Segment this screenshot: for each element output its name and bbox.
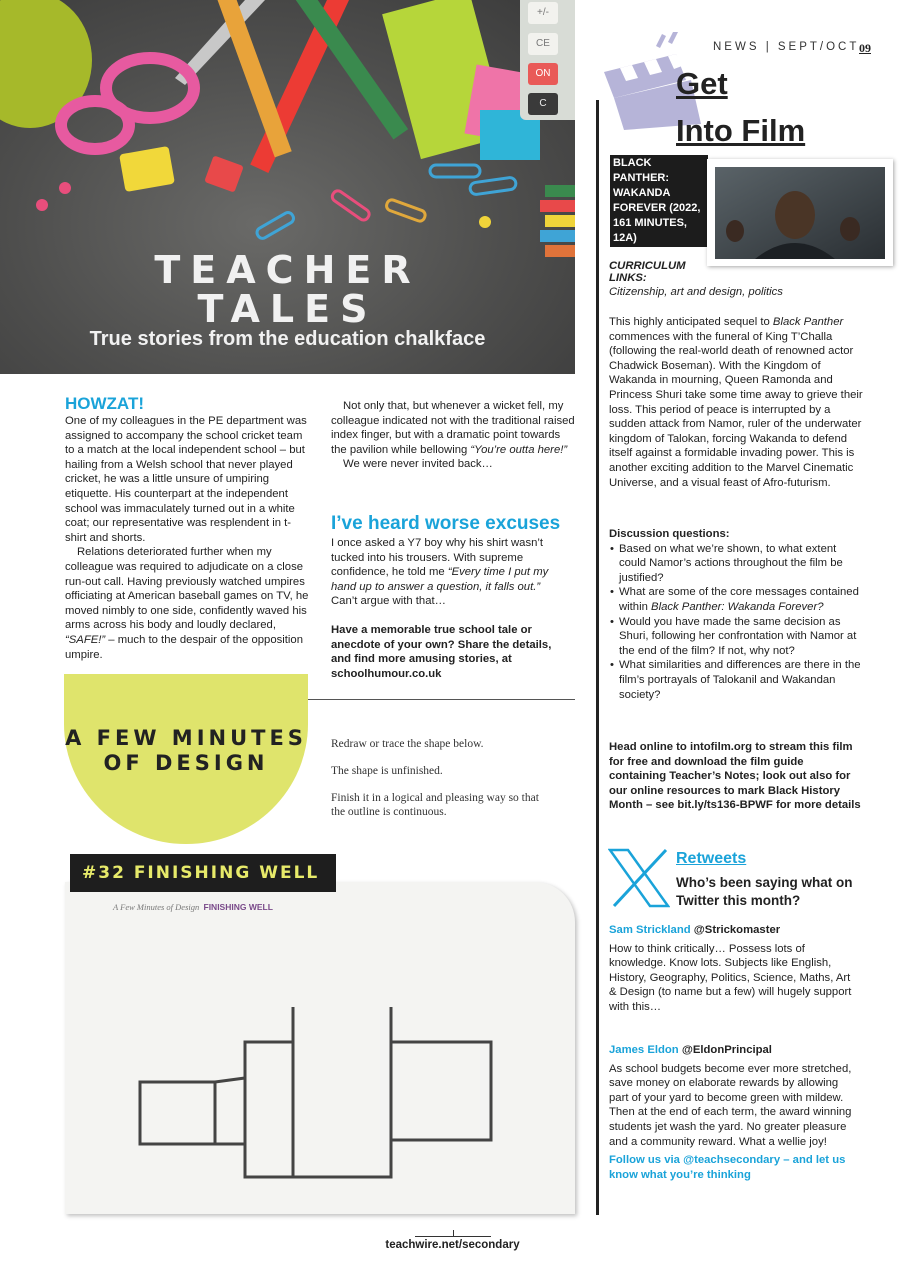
question-1: • Based on what we’re shown, to what extent could Namor’s actions throughout the film be justified?	[619, 542, 863, 586]
tweet-2	[609, 1043, 859, 1182]
x-logo-icon	[608, 848, 670, 908]
design-instruction-2: The shape is unfinished.	[331, 765, 443, 777]
hero-title-line2: TALES	[197, 287, 378, 331]
design-instruction-1: Redraw or trace the shape below.	[331, 738, 484, 750]
excuses-heading: I’ve heard worse excuses	[331, 513, 561, 534]
unfinished-outline	[140, 1007, 491, 1177]
unfinished-shape-drawing	[65, 882, 575, 1214]
follow-link[interactable]: Follow us via @teachsecondary – and let us know what you’re thinking	[609, 1154, 846, 1181]
film-label: BLACK PANTHER: WAKANDA FOREVER (2022, 161 MINUTES, 12A)	[610, 155, 708, 247]
retweets-subheading: Who’s been saying what on Twitter this month?	[676, 875, 853, 908]
design-instruction-3: Finish it in a logical and pleasing way so that the outline is continuous.	[331, 792, 539, 818]
footer-url[interactable]: teachwire.net/secondary	[385, 1239, 520, 1251]
howzat-para3: Not only that, but whenever a wicket fell, my colleague indicated not with the traditional raised index finger, but with a dramatic point towards the pavilion while bellowing “You’re outta here!”	[331, 400, 575, 456]
footer-tick	[453, 1230, 454, 1237]
hero-image	[0, 0, 575, 374]
excuses-body	[331, 536, 567, 681]
design-banner-text: #32 FINISHING WELL	[82, 863, 320, 883]
hero-subtitle: True stories from the education chalkface	[89, 328, 486, 350]
howzat-heading: HOWZAT!	[65, 394, 144, 413]
tweet1-handle[interactable]: @Strickomaster	[693, 924, 781, 936]
howzat-para4: We were never invited back…	[343, 458, 493, 471]
howzat-column-right	[331, 399, 575, 472]
excuses-cta[interactable]: Have a memorable true school tale or anecdote of your own? Share the details, and find more amusing stories, at schoolhumour.co.uk	[331, 623, 552, 680]
tweet2-author[interactable]: James Eldon	[609, 1044, 679, 1056]
film-synopsis: This highly anticipated sequel to Black Panther commences with the funeral of King T’Challa (following the real-world death of renowned actor Chadwick Boseman). With the Kingdom of Wakanda in mourning, Queen Ramonda and Princess Shuri take some time away to grieve their loss. This period of peace is interrupted by a sudden attack from Namor, ruler of the underwater kingdom of Talokan, forcing Wakanda to defend itself against a formidable invading power. This is another exciting addition to the Marvel Cinematic Universe, and a visual feast of Afro-futurism.	[609, 316, 863, 489]
calc-key-ce: CE	[528, 33, 558, 55]
film-still-frame	[707, 159, 893, 266]
howzat-para1: One of my colleagues in the PE department was assigned to accompany the school cricket team to a match at the local independent school – but hailing from a Welsh school that never played cricket, he was a little unsure of umpiring etiquette. His counterpart at the independent school was immaculately turned out in a white coat; our representative was resplendent in t-shirt and shorts.	[65, 415, 307, 544]
design-card	[65, 882, 575, 1214]
tweet1-author[interactable]: Sam Strickland	[609, 924, 691, 936]
howzat-column-left	[65, 414, 310, 662]
page-number: 09	[859, 41, 871, 55]
film-still-image	[715, 167, 885, 259]
tweet-1	[609, 923, 859, 1015]
retweets-heading: Retweets	[676, 850, 747, 867]
discussion-questions	[609, 527, 863, 702]
tweet2-text: As school budgets become ever more stretched, save money on elaborate rewards by allowing part of your yard to become green with mildew. Then at the end of each term, the award winning students jet wash the yard. No greater pleasure and a community reward. What a wellie joy!	[609, 1062, 852, 1148]
film-title-line2: Into Film	[676, 113, 806, 148]
design-banner	[70, 854, 336, 892]
calc-key-plusminus: +/-	[528, 2, 558, 24]
film-title-line1: Get	[676, 66, 728, 101]
tweet2-handle[interactable]: @EldonPrincipal	[681, 1044, 772, 1056]
calc-key-on: ON	[528, 63, 558, 85]
calc-key-c: C	[528, 93, 558, 115]
hero-title-line1: TEACHER	[154, 248, 421, 292]
question-2: • What are some of the core messages contained within Black Panther: Wakanda Forever?	[619, 585, 863, 614]
questions-list	[609, 542, 863, 703]
tweet1-text: How to think critically… Possess lots of knowledge. Know lots. Subjects like English, History, Geography, Politics, Science, Maths, Art & Design (to name but a few) will hugely support with this…	[609, 942, 852, 1013]
design-title: A FEW MINUTES OF DESIGN	[65, 726, 307, 775]
design-card-header: A Few Minutes of Design FINISHING WELL	[113, 902, 273, 912]
questions-heading: Discussion questions:	[609, 528, 730, 540]
curriculum-links: Citizenship, art and design, politics	[609, 286, 783, 298]
excuses-para: I once asked a Y7 boy why his shirt wasn’t tucked into his trousers. With supreme confidence, he told me “Every time I put my hand up to answer a question, it falls out.” Can’t argue with that…	[331, 537, 549, 608]
design-instructions	[331, 737, 551, 819]
curriculum-label: CURRICULUM LINKS:	[609, 260, 686, 284]
page-section-label: NEWS | SEPT/OCT	[713, 41, 860, 53]
question-4: • What similarities and differences are there in the film’s portrayals of Talokanil and Wakandan society?	[619, 658, 863, 702]
film-cta[interactable]: Head online to intofilm.org to stream this film for free and download the film guide containing Teacher’s Notes; look out also for our online resources to mark Black History Month – see bit.ly/ts136-BPWF for more details	[609, 741, 861, 812]
question-3: • Would you have made the same decision as Shuri, following her confrontation with Namor at the end of the film? If not, why not?	[619, 615, 863, 659]
right-column-rule	[596, 100, 599, 1215]
howzat-para2: Relations deteriorated further when my colleague was required to adjudicate on a close run-out call. Having previously watched umpires officiating at American baseball games on TV, he moved nimbly to one side, confidently waved his arms across his body and loudly declared, “SAFE!” – much to the despair of the opposition umpire.	[65, 546, 309, 661]
